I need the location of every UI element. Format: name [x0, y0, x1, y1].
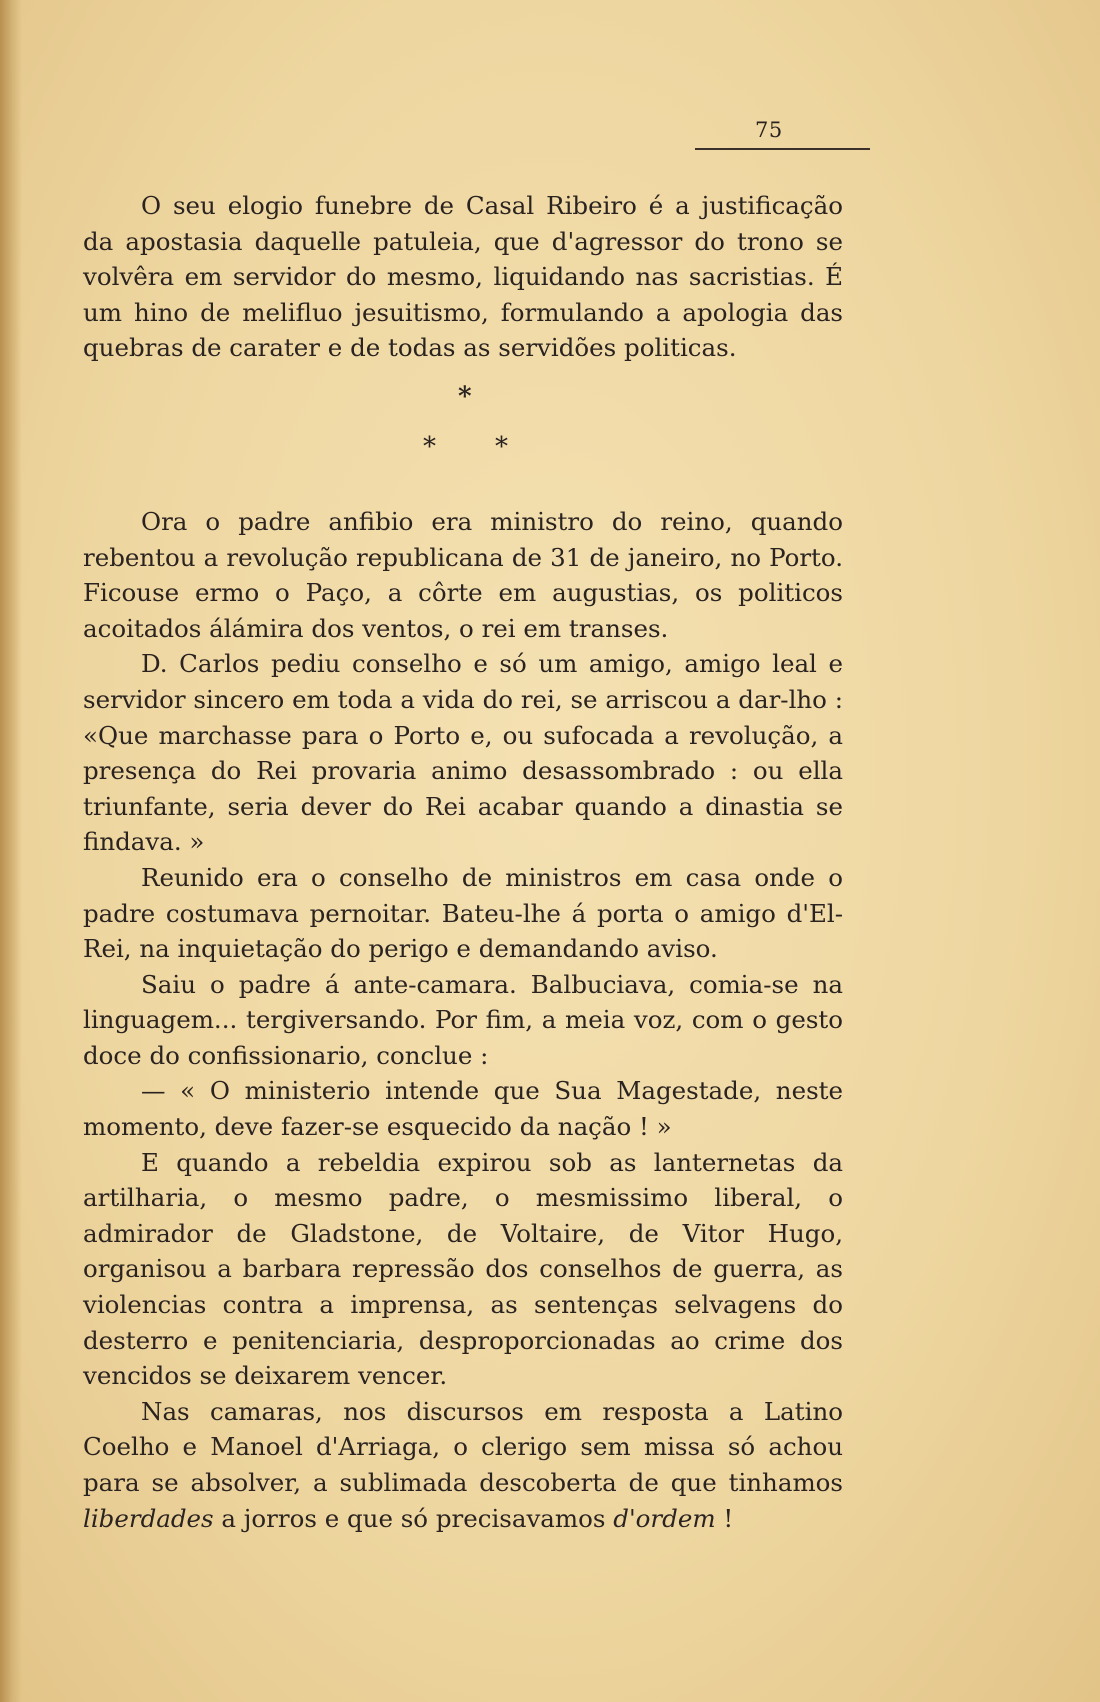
asterism-star-right: *	[495, 431, 508, 462]
asterism-star-left: *	[423, 431, 436, 462]
camaras-text-2: a jorros e que só precisavamos	[213, 1503, 614, 1533]
section-asterism	[83, 366, 843, 504]
paragraph-rebeldia: E quando a rebeldia expirou sob as lanternetas da artilharia, o mesmo padre, o mesmissimo liberal, o admirador de Gladstone, de Voltaire, de Vitor Hugo, organisou a barbara repressão dos conselhos de guerra, as violencias contra a imprensa, as sentenças selvagens do desterro e penitenciaria, desproporcionadas ao crime dos vencidos se deixarem vencer.	[83, 1147, 843, 1391]
paragraph-dcarlos: D. Carlos pediu conselho e só um amigo, amigo leal e servidor sincero em toda a vida do rei, se arriscou a dar-lho : «Que marchasse para o Porto e, ou sufocada a revolução, a presença do Rei provaria animo desassombrado : ou ella triunfante, seria dever do Rei acabar quando a dinastia se findava. »	[83, 649, 843, 857]
page-number: 75	[755, 118, 783, 142]
camaras-text-1: Nas camaras, nos discursos em resposta a Latino Coelho e Manoel d'Arriaga, o clerigo sem missa só achou para se absolver, a sublimada descoberta de que tinhamos	[83, 1396, 843, 1497]
paragraph-camaras	[83, 1394, 843, 1536]
paragraph-quote: — « O ministerio intende que Sua Magestade, neste momento, deve fazer-se esquecido da nação ! »	[83, 1076, 843, 1142]
paragraph-elogio: O seu elogio funebre de Casal Ribeiro é a justificação da apostasia daquelle patuleia, que d'agressor do trono se volvêra em servidor do mesmo, liquidando nas sacristias. É um hino de melifluo jesuitismo, formulando a apologia das quebras de carater e de todas as servidões politicas.	[83, 191, 843, 363]
paragraph-saiu: Saiu o padre á ante-camara. Balbuciava, comia-se na linguagem... tergiversando. Por fim, a meia voz, com o gesto doce do confissionario, conclue :	[83, 969, 843, 1070]
camaras-italic-liberdades: liberdades	[83, 1503, 214, 1533]
paragraph-reunido: Reunido era o conselho de ministros em casa onde o padre costumava pernoitar. Bateu-lhe á porta o amigo d'El-Rei, na inquietação do perigo e demandando aviso.	[83, 862, 843, 964]
page-gutter-shadow	[0, 0, 22, 1702]
asterism-star-top: *	[458, 381, 472, 412]
paragraph-ora: Ora o padre anfibio era ministro do reino, quando rebentou a revolução republicana de 31 de janeiro, no Porto. Ficouse ermo o Paço, a côrte em augustias, os politicos acoitados álámira dos ventos, o rei em transes.	[83, 506, 843, 643]
camaras-text-3: !	[715, 1503, 734, 1533]
body-text	[83, 188, 843, 1536]
header-rule	[695, 148, 870, 150]
camaras-italic-dordem: d'ordem	[613, 1503, 716, 1533]
